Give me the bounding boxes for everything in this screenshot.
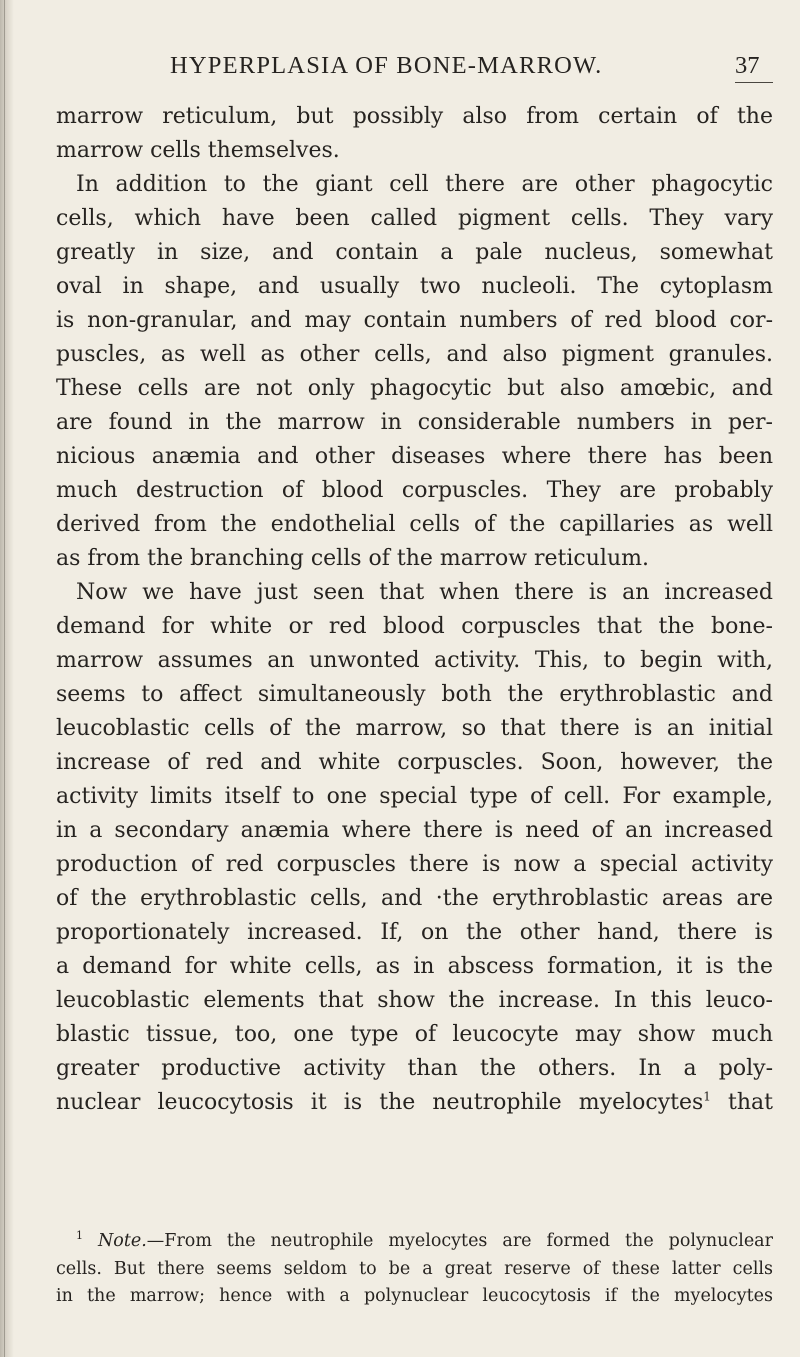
footnote-line: cells. But there seems seldom to be a great reserve of these latter cells	[56, 1258, 773, 1279]
footnote-number: 1	[76, 1229, 83, 1243]
body-text	[56, 100, 773, 1120]
running-head	[170, 52, 770, 86]
text-line: These cells are not only phagocytic but also amœbic, and	[56, 376, 773, 401]
text-line: activity limits itself to one special type of cell. For example,	[56, 784, 773, 809]
text-line: nicious anæmia and other diseases where there has been	[56, 444, 773, 469]
text-line: of the erythroblastic cells, and ·the erythroblastic areas are	[56, 886, 773, 911]
text-line: as from the branching cells of the marrow reticulum.	[56, 546, 649, 571]
text-line: leucoblastic elements that show the increase. In this leuco-	[56, 988, 773, 1013]
text-line: leucoblastic cells of the marrow, so that there is an initial	[56, 716, 773, 741]
footnote-label: Note.	[97, 1231, 147, 1251]
footnote-text: —From the neutrophile myelocytes are formed the polynuclear	[146, 1231, 773, 1251]
page-number: 37	[735, 52, 760, 79]
page-number-rule	[735, 82, 773, 83]
text-segment: nuclear leucocytosis it is the neutrophile myelocytes	[56, 1090, 704, 1115]
text-line: demand for white or red blood corpuscles that the bone-	[56, 614, 773, 639]
text-line: blastic tissue, too, one type of leucocyte may show much	[56, 1022, 773, 1047]
footnote-line: in the marrow; hence with a polynuclear leucocytosis if the myelocytes	[56, 1286, 773, 1306]
text-line: is non-granular, and may contain numbers of red blood cor-	[56, 308, 773, 333]
text-line: puscles, as well as other cells, and also pigment granules.	[56, 342, 773, 367]
text-line: a demand for white cells, as in abscess formation, it is the	[56, 954, 773, 979]
text-line: marrow assumes an unwonted activity. This, to begin with,	[56, 648, 773, 673]
footnote-line	[56, 1228, 773, 1256]
footnote-reference[interactable]: 1	[703, 1089, 711, 1104]
paragraph-first-line: In addition to the giant cell there are other phagocytic	[76, 172, 773, 197]
text-line: greater productive activity than the others. In a poly-	[56, 1056, 773, 1081]
text-line: greatly in size, and contain a pale nucleus, somewhat	[56, 240, 773, 265]
text-line: much destruction of blood corpuscles. They are probably	[56, 478, 773, 503]
text-line: oval in shape, and usually two nucleoli. The cytoplasm	[56, 274, 773, 299]
text-line: marrow cells themselves.	[56, 138, 340, 163]
running-head-title: HYPERPLASIA OF BONE-MARROW.	[170, 52, 603, 79]
text-line-with-footnote-ref	[56, 1086, 773, 1120]
text-line: seems to affect simultaneously both the erythroblastic and	[56, 682, 773, 707]
text-line: increase of red and white corpuscles. Soon, however, the	[56, 750, 773, 775]
text-line: in a secondary anæmia where there is need of an increased	[56, 818, 773, 843]
text-line: production of red corpuscles there is now a special activity	[56, 852, 773, 877]
text-line: proportionately increased. If, on the other hand, there is	[56, 920, 773, 945]
text-segment: that	[728, 1090, 773, 1115]
footnotes	[56, 1228, 773, 1311]
text-line: marrow reticulum, but possibly also from certain of the	[56, 104, 773, 129]
text-line: derived from the endothelial cells of the capillaries as well	[56, 512, 773, 537]
text-line: cells, which have been called pigment cells. They vary	[56, 206, 773, 231]
paragraph-first-line: Now we have just seen that when there is an increased	[76, 580, 773, 605]
text-line: are found in the marrow in considerable numbers in per-	[56, 410, 773, 435]
